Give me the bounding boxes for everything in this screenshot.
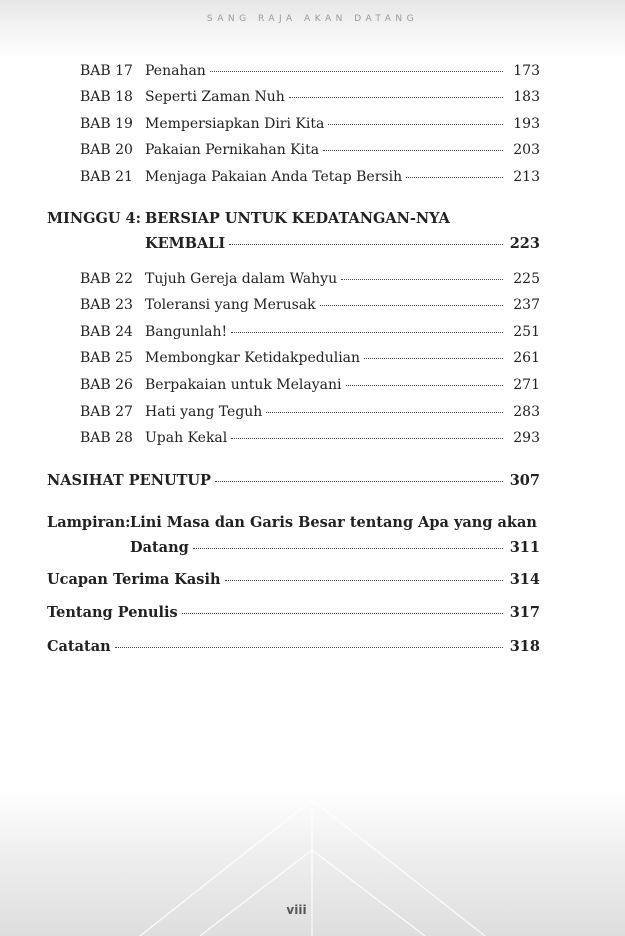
appendix-label: Lampiran: — [47, 514, 131, 531]
leader-dots — [229, 244, 503, 245]
page-number: 213 — [513, 169, 540, 185]
leader-dots — [364, 358, 503, 359]
page-number: 318 — [509, 638, 540, 655]
toc-entry[interactable] — [0, 377, 540, 397]
notes-title: Catatan — [47, 638, 111, 655]
chapter-label: BAB 17 — [80, 63, 133, 79]
page-number: 283 — [513, 404, 540, 420]
chapter-label: BAB 21 — [80, 169, 133, 185]
chapter-label: BAB 24 — [80, 324, 133, 340]
chapter-title: Toleransi yang Merusak — [145, 297, 316, 313]
header-background — [0, 0, 625, 60]
chapter-title: Hati yang Teguh — [145, 404, 263, 420]
toc-closing[interactable] — [0, 472, 540, 492]
leader-dots — [328, 124, 503, 125]
toc-entry[interactable] — [0, 89, 540, 109]
thanks-title: Ucapan Terima Kasih — [47, 571, 221, 588]
author-title: Tentang Penulis — [47, 604, 178, 621]
chapter-label: BAB 22 — [80, 271, 133, 287]
chapter-title: Membongkar Ketidakpedulian — [145, 350, 361, 366]
toc-entry[interactable] — [0, 142, 540, 162]
running-header: SANG RAJA AKAN DATANG — [206, 14, 419, 24]
toc-entry[interactable] — [0, 116, 540, 136]
page-number: 223 — [509, 235, 540, 252]
chapter-title: Berpakaian untuk Melayani — [145, 377, 342, 393]
chapter-title: Tujuh Gereja dalam Wahyu — [145, 271, 338, 287]
chapter-label: BAB 19 — [80, 116, 133, 132]
chapter-title: Pakaian Pernikahan Kita — [145, 142, 320, 158]
appendix-title-line2: Datang — [130, 539, 189, 556]
chapter-title: Mempersiapkan Diri Kita — [145, 116, 325, 132]
appendix-title-line1: Lini Masa dan Garis Besar tentang Apa yang akan — [130, 514, 537, 531]
page-folio: viii — [286, 903, 307, 917]
page-number: 317 — [509, 604, 540, 621]
chapter-title: Upah Kekal — [145, 430, 228, 446]
toc-entry[interactable] — [0, 169, 540, 189]
toc-entry[interactable] — [0, 430, 540, 450]
chapter-label: BAB 27 — [80, 404, 133, 420]
leader-dots — [215, 481, 503, 482]
page-number: 251 — [513, 324, 540, 340]
leader-dots — [320, 305, 503, 306]
toc-thanks[interactable] — [0, 571, 540, 591]
chapter-label: BAB 18 — [80, 89, 133, 105]
leader-dots — [231, 332, 503, 333]
toc-week-heading-line2[interactable] — [0, 235, 540, 255]
toc-entry[interactable] — [0, 297, 540, 317]
leader-dots — [225, 580, 504, 581]
page-number: 193 — [513, 116, 540, 132]
toc-notes[interactable] — [0, 638, 540, 658]
toc-entry[interactable] — [0, 350, 540, 370]
leader-dots — [346, 385, 504, 386]
leader-dots — [406, 177, 503, 178]
page-number: 314 — [509, 571, 540, 588]
page-number: 307 — [509, 472, 540, 489]
toc-appendix[interactable] — [0, 514, 540, 534]
page-number: 293 — [513, 430, 540, 446]
leader-dots — [341, 279, 503, 280]
page-number: 203 — [513, 142, 540, 158]
week-title-line1: BERSIAP UNTUK KEDATANGAN-NYA — [145, 210, 450, 227]
toc-entry[interactable] — [0, 404, 540, 424]
toc-entry[interactable] — [0, 63, 540, 83]
chapter-label: BAB 25 — [80, 350, 133, 366]
page-number: 261 — [513, 350, 540, 366]
week-title-line2: KEMBALI — [145, 235, 226, 252]
week-label: MINGGU 4: — [47, 210, 141, 227]
leader-dots — [289, 97, 503, 98]
leader-dots — [266, 412, 503, 413]
chapter-title: Seperti Zaman Nuh — [145, 89, 285, 105]
leader-dots — [210, 71, 503, 72]
leader-dots — [193, 548, 503, 549]
chapter-label: BAB 20 — [80, 142, 133, 158]
page-number: 173 — [513, 63, 540, 79]
chapter-title: Menjaga Pakaian Anda Tetap Bersih — [145, 169, 403, 185]
toc-week-heading[interactable] — [0, 210, 540, 230]
toc-author[interactable] — [0, 604, 540, 624]
chapter-title: Penahan — [145, 63, 206, 79]
toc-appendix-line2[interactable] — [0, 539, 540, 559]
chapter-label: BAB 26 — [80, 377, 133, 393]
page-number: 237 — [513, 297, 540, 313]
chapter-label: BAB 23 — [80, 297, 133, 313]
page-number: 271 — [513, 377, 540, 393]
toc-entry[interactable] — [0, 324, 540, 344]
page-number: 183 — [513, 89, 540, 105]
chapter-label: BAB 28 — [80, 430, 133, 446]
leader-dots — [182, 613, 503, 614]
page-number: 311 — [509, 539, 540, 556]
page-number: 225 — [513, 271, 540, 287]
leader-dots — [115, 647, 503, 648]
toc-entry[interactable] — [0, 271, 540, 291]
chapter-title: Bangunlah! — [145, 324, 228, 340]
leader-dots — [323, 150, 503, 151]
closing-title: NASIHAT PENUTUP — [47, 472, 211, 489]
leader-dots — [231, 438, 503, 439]
